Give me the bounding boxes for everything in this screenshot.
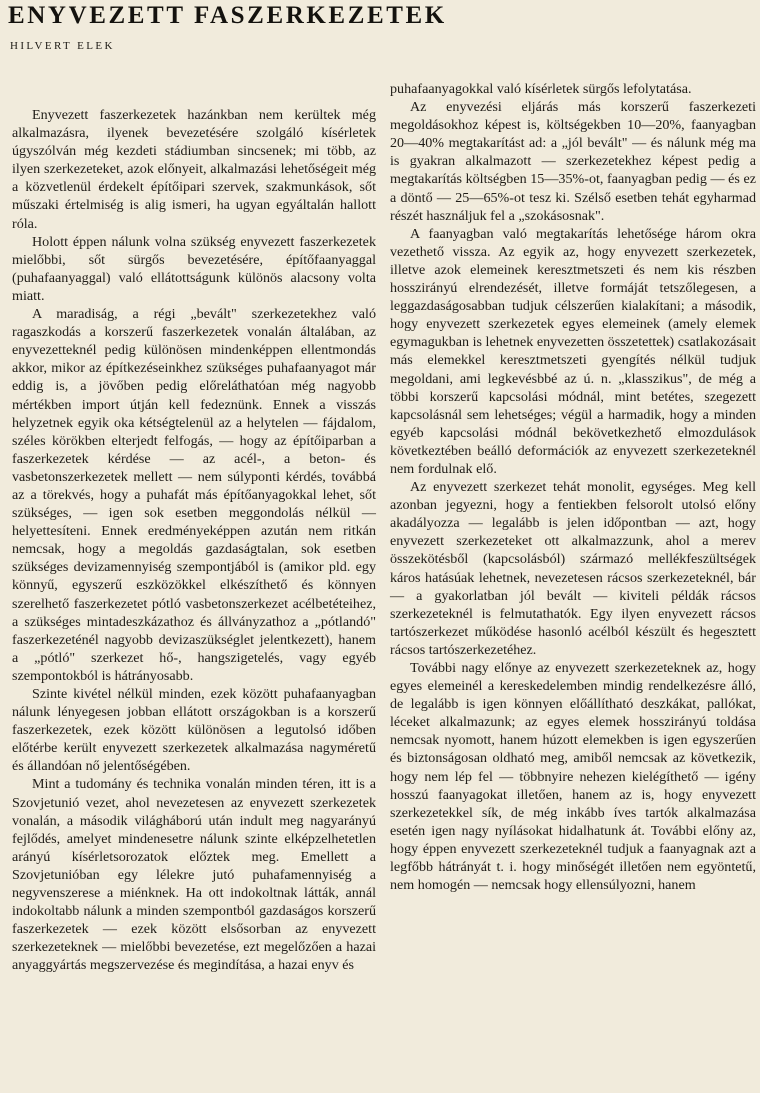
paragraph: Az enyvezési eljárás más korszerű faszerkezeti megoldásokhoz képest is, költségekben 10—20%, faanyagban 20—40% megtakarítást ad: a „jól bevált" — és nálunk még ma is gyakran alkalmazott — szerkezetekhez képest pedig a megtakarítás költségben 15—35%-ot, faanyagban pedig — és ez a döntő — 25—65%-ot tesz ki. Szélső esetben tehát egyharmad részét használjuk fel a „szokásosnak". bbox=[390, 99, 756, 224]
paragraph: A faanyagban való megtakarítás lehetősége három okra vezethető vissza. Az egyik az, hogy enyvezett szerkezetek, illetve azok elemeinek keresztmetszeti és nem kis részben hosszirányú elrendezését, illetve formáját tetszőlegesen, a leggazdaságosabban tudjuk célszerűen kialakítani; a második, hogy enyvezett szerkezetek egyes elemeinek (amely elemek egymagukban is lehetnek enyvezetten összetettek) csatlakozásait más elemekkel keresztmetszeti gyengítés nélkül tudjuk megoldani, ami legkevésbbé az ú. n. „klasszikus", de még a többi korszerű kapcsolási módnál, mint betétes, szegezett kapcsolásnál sem lehetséges; végül a harmadik, hogy a minden egyéb kapcsolási módnál bekövetkezhető elmozdulások következtében beálló deformációk az enyvezett szerkezeteknél nem fordulnak elő. bbox=[390, 225, 756, 477]
article-author: HILVERT ELEK bbox=[10, 40, 115, 52]
paragraph: További nagy előnye az enyvezett szerkezeteknek az, hogy egyes elemeinél a kereskedelemben mindig rendelkezésre álló, de legalább is igen könnyen előállítható deszkákat, pallókat, léceket alkalmazunk; az egyes elemek hosszirányú toldása nemcsak nyomott, hanem húzott elemekben is igen egyszerűen és biztonságosan oldható meg, amiből nemcsak az következik, hogy nem lép fel — többnyire nehezen kielégíthető — igény hosszú faanyagokat illetően, hanem az is, hogy enyvezett szerkezetekkel sík, de még inkább íves tartók alkalmazása esetén igen nagy nyílásokat hidalhatunk át. További előny az, hogy éppen enyvezett szerkezeteknél tudjuk a faanyagnak azt a legfőbb hátrányát t. i. hogy minőségét illetően nem egyöntetű, nem homogén — nemcsak hogy ellensúlyozni, hanem bbox=[390, 660, 756, 894]
paragraph: Az enyvezett szerkezet tehát monolit, egységes. Meg kell azonban jegyezni, hogy a fentiekben felsorolt utolsó előny akadályozza — legalább is jelen időpontban — azt, hogy enyvezett szerkezeteket ott alkalmazzunk, ahol a merev összekötésből (kapcsolásból) származó mellékfeszültségek káros hatásúak lehetnek, nevezetesen rácsos szerkezeteknél, bár — a gyakorlatban jól bevált — kiviteli példák rácsos szerkezeteknél is felmutathatók. Egy ilyen enyvezett rácsos tartószerkezet működése hasonló acélból készült és hegesztett rácsos tartószerkezetéhez. bbox=[390, 479, 756, 658]
paragraph: Holott éppen nálunk volna szükség enyvezett faszerkezetek mielőbbi, sőt sürgős bevezetésére, építőfaanyaggal (puhafaanyaggal) való ellátottságunk különös alacsony volta miatt. bbox=[12, 233, 376, 304]
right-column bbox=[390, 80, 756, 894]
left-column bbox=[12, 106, 376, 975]
paragraph: Szinte kivétel nélkül minden, ezek között puhafaanyagban nálunk lényegesen jobban ellátott országokban is a korszerű faszerkezetek, ezek között különösen a legutolsó időben előtérbe került enyvezett szerkezetek alkalmazása nagyméretű és állandóan nő jelentőségében. bbox=[12, 686, 376, 775]
paragraph-continued: puhafaanyagokkal való kísérletek sürgős lefolytatása. bbox=[390, 81, 692, 97]
paragraph: A maradiság, a régi „bevált" szerkezetekhez való ragaszkodás a korszerű faszerkezetek vonalán általában, az enyvezetteknél pedig különösen mindenképpen ellentmondás akkor, mikor az építkezéseinkhez szükséges puhafaanyagot már eddig is, a jövőben pedig előreláthatóan még nagyobb mértékben import útján kell fedeznünk. Ennek a visszás helyzetnek egyik oka kétségtelenül az a helytelen — fájdalom, széles körökben elterjedt felfogás, — hogy az építőiparban a faszerkezetek kérdése — az acél-, a beton- és vasbetonszerkezetek mellett — nem súlyponti kérdés, továbbá az a törekvés, hogy a puhafát más építőanyagokkal lehet, sőt szükséges, — igen sok esetben meggondolás nélkül — helyettesíteni. Ennek eredményeképpen azután nem ritkán nemcsak, hogy a megoldás gazdaságtalan, sok esetben szükséges devizamennyiség szempontjából is (amikor pld. egy könnyű, egyszerű eszközökkel elkészíthető és könnyen szerelhető faszerkezetet pótló vasbetonszerkezet acélbetéteihez, a szükséges mintadeszkázathoz és állványzathoz a „pótlandó" faszerkezeténél nagyobb devizaszükséglet jelentkezett), hanem a „pótló" szerkezet hő-, hangszigetelés, vagy egyéb szempontokból is hátrányosabb. bbox=[12, 306, 376, 684]
paragraph: Mint a tudomány és technika vonalán minden téren, itt is a Szovjetunió vezet, ahol nevezetesen az enyvezett szerkezetek vonalán, a második világháború után indult meg nagyarányú fejlődés, amelyet mindenesetre nálunk szinte elképzelhetetlen arányú kísérletsorozatok előztek meg. Emellett a Szovjetunióban egy lélekre jutó puhafamennyiség a negyvenszerese a miénknek. Ha ott indokoltnak látták, annál indokoltabb nálunk a minden szempontból gazdaságos korszerű faszerkezetek — ezek között elsősorban az enyvezett szerkezeteknek — mielőbbi bevezetése, ezt megelőzően a hazai anyaggyártás megszervezése és megindítása, a hazai enyv és bbox=[12, 776, 376, 974]
paragraph: Enyvezett faszerkezetek hazánkban nem kerültek még alkalmazásra, ilyenek bevezetésére szolgáló kísérletek úgyszólván még kezdeti stádiumban sincsenek; mi több, az ilyen szerkezeteket, azok előnyeit, alkalmazási lehetőségeit még a közvetlenül érdekelt építőipari szervek, szakmunkások, sőt műszaki értelmiség is alig ismeri, ha ugyan egyáltalán hallott róla. bbox=[12, 107, 376, 232]
article-title: ENYVEZETT FASZERKEZETEK bbox=[8, 2, 447, 29]
